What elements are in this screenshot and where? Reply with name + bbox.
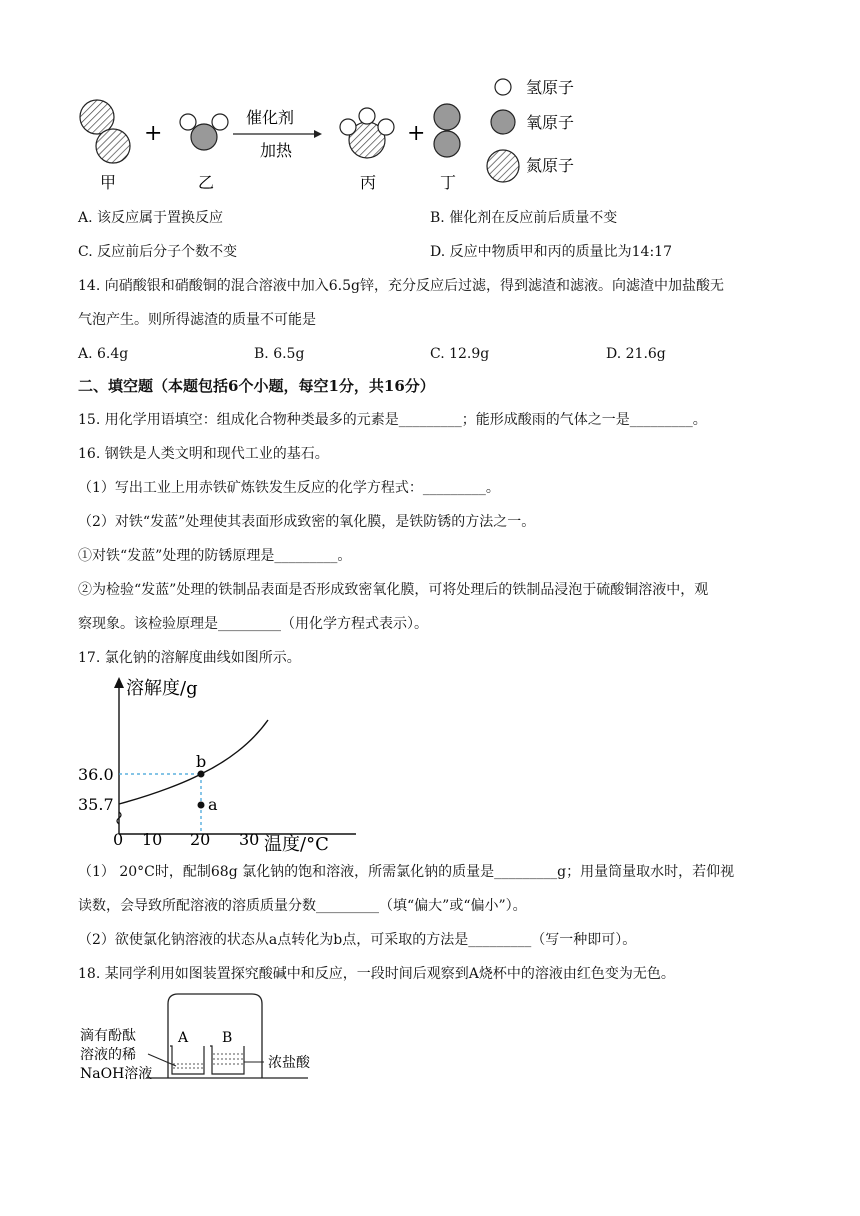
label-jia: 甲 [100,173,117,192]
label-ding: 丁 [440,173,457,192]
q16-line-3: （2）对铁“发蓝”处理使其表面形成致密的氧化膜，是铁防锈的方法之一。 [78,514,536,530]
apparatus-diagram [76,986,356,1110]
q17-line-2: （1） 20°C时，配制68g 氯化钠的饱和溶液，所需氯化钠的质量是_________g；用量筒量取水时，若仰视 [78,864,735,880]
point-b-label: b [196,752,207,771]
x-tick-20: 20 [190,830,211,849]
q13-option-b: B. 催化剂在反应前后质量不变 [430,210,618,226]
q13-option-d: D. 反应中物质甲和丙的质量比为14:17 [430,244,672,260]
point-a [198,802,205,809]
q16-line-2: （1）写出工业上用赤铁矿炼铁发生反应的化学方程式：_________。 [78,480,500,496]
legend [487,78,574,182]
label-yi: 乙 [198,173,215,192]
q16-line-5: ②为检验“发蓝”处理的铁制品表面是否形成致密氧化膜，可将处理后的铁制品浸泡于硫酸铜溶液中，观 [78,582,709,598]
q15-line: 15. 用化学用语填空：组成化合物种类最多的元素是_________；能形成酸雨的气体之一是_________。 [78,412,707,428]
y-axis-arrow [114,677,124,688]
q14-option-d: D. 21.6g [606,346,666,362]
legend-hydrogen: 氢原子 [526,78,575,97]
beaker-a-label: A [178,1030,189,1046]
point-b [198,771,205,778]
q17-line-1: 17. 氯化钠的溶解度曲线如图所示。 [78,650,301,666]
y-tick-35-7: 35.7 [78,795,114,814]
q13-option-a: A. 该反应属于置换反应 [78,210,224,226]
beaker-b [210,1046,244,1074]
molecule-ding [434,104,460,157]
q14-option-a: A. 6.4g [78,346,129,362]
right-label: 浓盐酸 [268,1055,310,1071]
legend-nitrogen: 氮原子 [526,156,575,175]
solubility-curve [119,720,268,804]
left-label-2: 溶液的稀 [80,1047,136,1063]
x-tick-30: 30 [239,830,260,849]
left-label-1: 滴有酚酞 [80,1028,136,1044]
x-tick-0: 0 [113,830,124,849]
y-tick-36: 36.0 [78,765,114,784]
section-2-heading: 二、填空题（本题包括6个小题，每空1分，共16分） [78,377,435,395]
point-a-label: a [208,795,218,814]
q14-line-1: 14. 向硝酸银和硝酸铜的混合溶液中加入6.5g锌，充分反应后过滤，得到滤渣和滤液。向滤渣中加盐酸无 [78,278,724,294]
legend-oxygen: 氧原子 [526,113,575,132]
q16-line-6: 察现象。该检验原理是_________（用化学方程式表示）。 [78,616,428,632]
x-tick-10: 10 [142,830,163,849]
q14-option-c: C. 12.9g [430,346,490,362]
q16-line-4: ①对铁“发蓝”处理的防锈原理是_________。 [78,548,352,564]
label-bing: 丙 [360,173,377,192]
q18-line-1: 18. 某同学利用如图装置探究酸碱中和反应，一段时间后观察到A烧杯中的溶液由红色变为无色。 [78,966,675,982]
left-label-3: NaOH溶液 [80,1066,153,1082]
molecule-jia [80,100,130,163]
molecule-yi [180,114,228,150]
q17-line-4: （2）欲使氯化钠溶液的状态从a点转化为b点，可采取的方法是_________（写一种即可）。 [78,932,637,948]
reaction-diagram [70,70,610,200]
molecule-bing [340,108,394,158]
solubility-chart [76,672,376,857]
beaker-b-label: B [222,1030,233,1046]
q14-option-b: B. 6.5g [254,346,305,362]
x-axis-label: 温度/°C [264,834,329,855]
q17-line-3: 读数，会导致所配溶液的溶质质量分数_________（填“偏大”或“偏小”）。 [78,898,527,914]
q13-option-c: C. 反应前后分子个数不变 [78,244,238,260]
q16-line-1: 16. 钢铁是人类文明和现代工业的基石。 [78,446,329,462]
y-axis-label: 溶解度/g [126,678,198,699]
plus-sign-1: + [144,121,163,146]
q14-line-2: 气泡产生。则所得滤渣的质量不可能是 [78,312,316,328]
arrow-head [314,130,322,138]
condition-label: 加热 [260,141,293,160]
beaker-a [170,1046,204,1074]
catalyst-label: 催化剂 [246,108,295,127]
plus-sign-2: + [407,121,426,146]
